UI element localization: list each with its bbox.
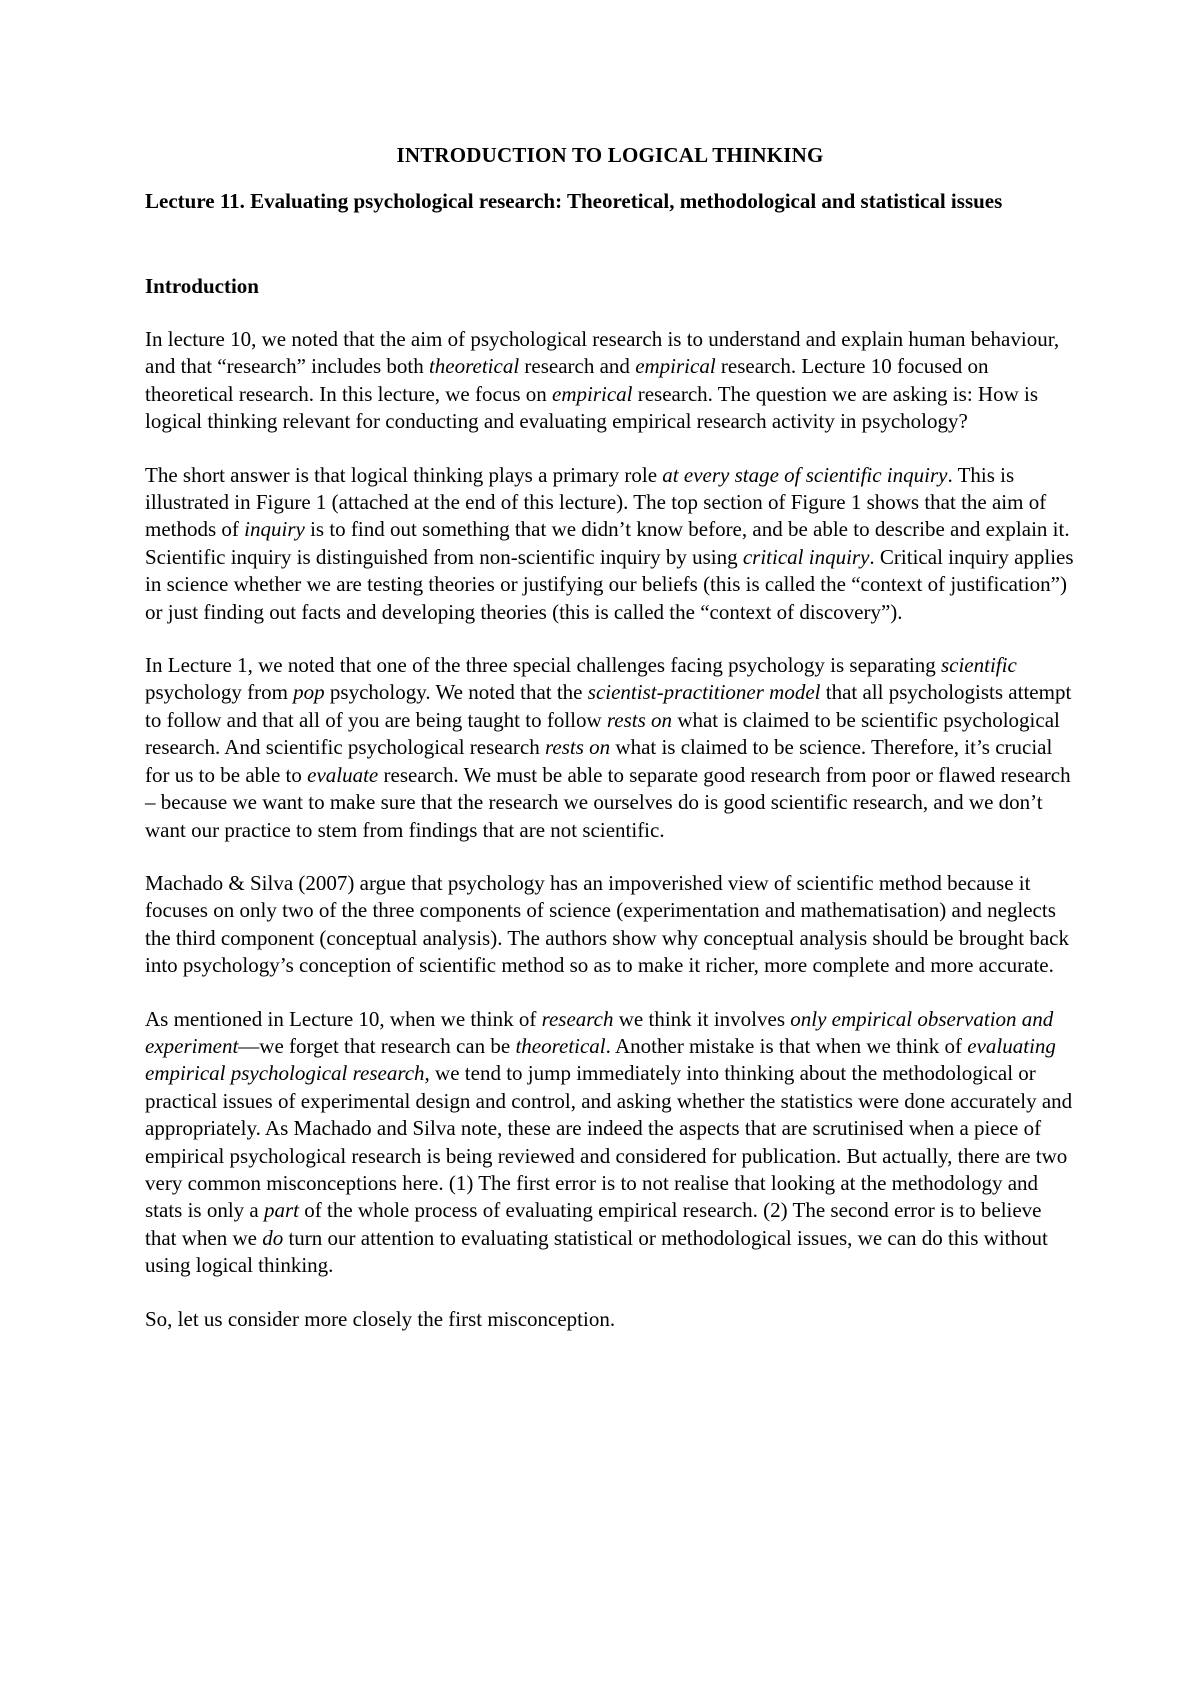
italic-text: rests on <box>606 707 673 732</box>
paragraph-text: —we forget that research can be <box>238 1033 516 1058</box>
italic-text: scientific <box>940 653 1017 678</box>
paragraph-text: research. The question we are asking is: How is logical thinking relevant for conducting and evaluating empirical research activity in psychology? <box>145 381 1038 434</box>
italic-text: critical inquiry <box>742 544 870 569</box>
italic-text: scientist-practitioner model <box>587 680 821 705</box>
italic-text: do <box>262 1225 284 1250</box>
paragraph-text: what is claimed to be scientific psychological research. And scientific psychological research <box>145 707 1060 760</box>
italic-text: theoretical <box>515 1033 606 1058</box>
paragraph-text: turn our attention to evaluating statistical or methodological issues, we can do this without using logical thinking. <box>145 1225 1048 1278</box>
paragraph-text: research. Lecture 10 focused on theoretical research. In this lecture, we focus on <box>145 354 989 406</box>
paragraph <box>145 1006 1075 1280</box>
paragraph-text: we think it involves <box>613 1006 791 1031</box>
italic-text: research <box>541 1006 614 1031</box>
lecture-title: Lecture 11. Evaluating psychological research: Theoretical, methodological and statistical issues <box>145 189 1003 213</box>
paragraph <box>145 462 1075 626</box>
paragraph-text: that all psychologists attempt to follow and that all of you are being taught to follow <box>145 680 1072 732</box>
section-heading: Introduction <box>145 274 259 298</box>
paragraph-text: psychology. We noted that the <box>324 680 588 705</box>
paragraph-text: of the whole process of evaluating empirical research. (2) The second error is to believe that when we <box>145 1198 1042 1250</box>
paragraph <box>145 652 1075 844</box>
paragraph-text: Machado & Silva (2007) argue that psychology has an impoverished view of scientific method because it focuses on only two of the three components of science (experimentation and mathematisation) and neglects the third component (conceptual analysis). The authors show why conceptual analysis should be brought back into psychology’s conception of scientific method so as to make it richer, more complete and more accurate. <box>145 870 1069 978</box>
paragraph-text: So, let us consider more closely the first misconception. <box>145 1306 616 1331</box>
paragraph-text: In lecture 10, we noted that the aim of psychological research is to understand and explain human behaviour, and that “research” includes both <box>145 327 1060 379</box>
paragraph-text: . This is illustrated in Figure 1 (attached at the end of this lecture). The top section of Figure 1 shows that the aim of methods of <box>145 462 1047 542</box>
italic-text: part <box>264 1198 300 1223</box>
paragraph-text: In Lecture 1, we noted that one of the three special challenges facing psychology is separating <box>145 653 941 678</box>
italic-text: evaluate <box>307 762 379 787</box>
italic-text: empirical <box>552 381 633 406</box>
italic-text: rests on <box>545 735 611 760</box>
paragraph <box>145 326 1075 436</box>
italic-text: at every stage of scientific inquiry <box>662 462 948 487</box>
italic-text: empirical <box>635 354 716 379</box>
paragraph <box>145 1306 1075 1333</box>
paragraph-text: The short answer is that logical thinking plays a primary role <box>145 462 663 487</box>
italic-text: inquiry <box>244 517 305 542</box>
paragraph-text: As mentioned in Lecture 10, when we think of <box>145 1006 542 1031</box>
paragraph-text: . Critical inquiry applies in science whether we are testing theories or justifying our beliefs (this is called the “context of justification”) or just finding out facts and developing theories (this is called the “context of discovery”). <box>145 544 1074 624</box>
document-body <box>145 140 1075 1333</box>
document-title: INTRODUCTION TO LOGICAL THINKING <box>396 143 824 167</box>
paragraph-text: what is claimed to be science. Therefore, it’s crucial for us to be able to <box>145 735 1053 787</box>
paragraph-text: psychology from <box>145 680 294 705</box>
italic-text: pop <box>293 680 325 705</box>
paragraph-text: , we tend to jump immediately into thinking about the methodological or practical issues of experimental design and control, and asking whether the statistics were done accurately and appropriately. As Machado and Silva note, these are indeed the aspects that are scrutinised when a piece of empirical psychological research is being reviewed and considered for publication. But actually, there are two very common misconceptions here. (1) The first error is to not realise that looking at the methodology and stats is only a <box>145 1061 1073 1223</box>
paragraph-text: research. We must be able to separate good research from poor or flawed research – because we want to make sure that the research we ourselves do is good scientific research, and we don’t want our practice to stem from findings that are not scientific. <box>145 762 1071 842</box>
italic-text: theoretical <box>428 354 520 379</box>
italic-text: only empirical observation and experiment <box>145 1006 1054 1058</box>
paragraph-text: . Another mistake is that when we think of <box>605 1033 968 1058</box>
italic-text: evaluating empirical psychological research <box>145 1033 1056 1086</box>
paragraph <box>145 870 1075 980</box>
paragraph-text: is to find out something that we didn’t know before, and be able to describe and explain it. Scientific inquiry is distinguished from non-scientific inquiry by using <box>145 517 1070 569</box>
paragraph-text: research and <box>519 354 636 379</box>
